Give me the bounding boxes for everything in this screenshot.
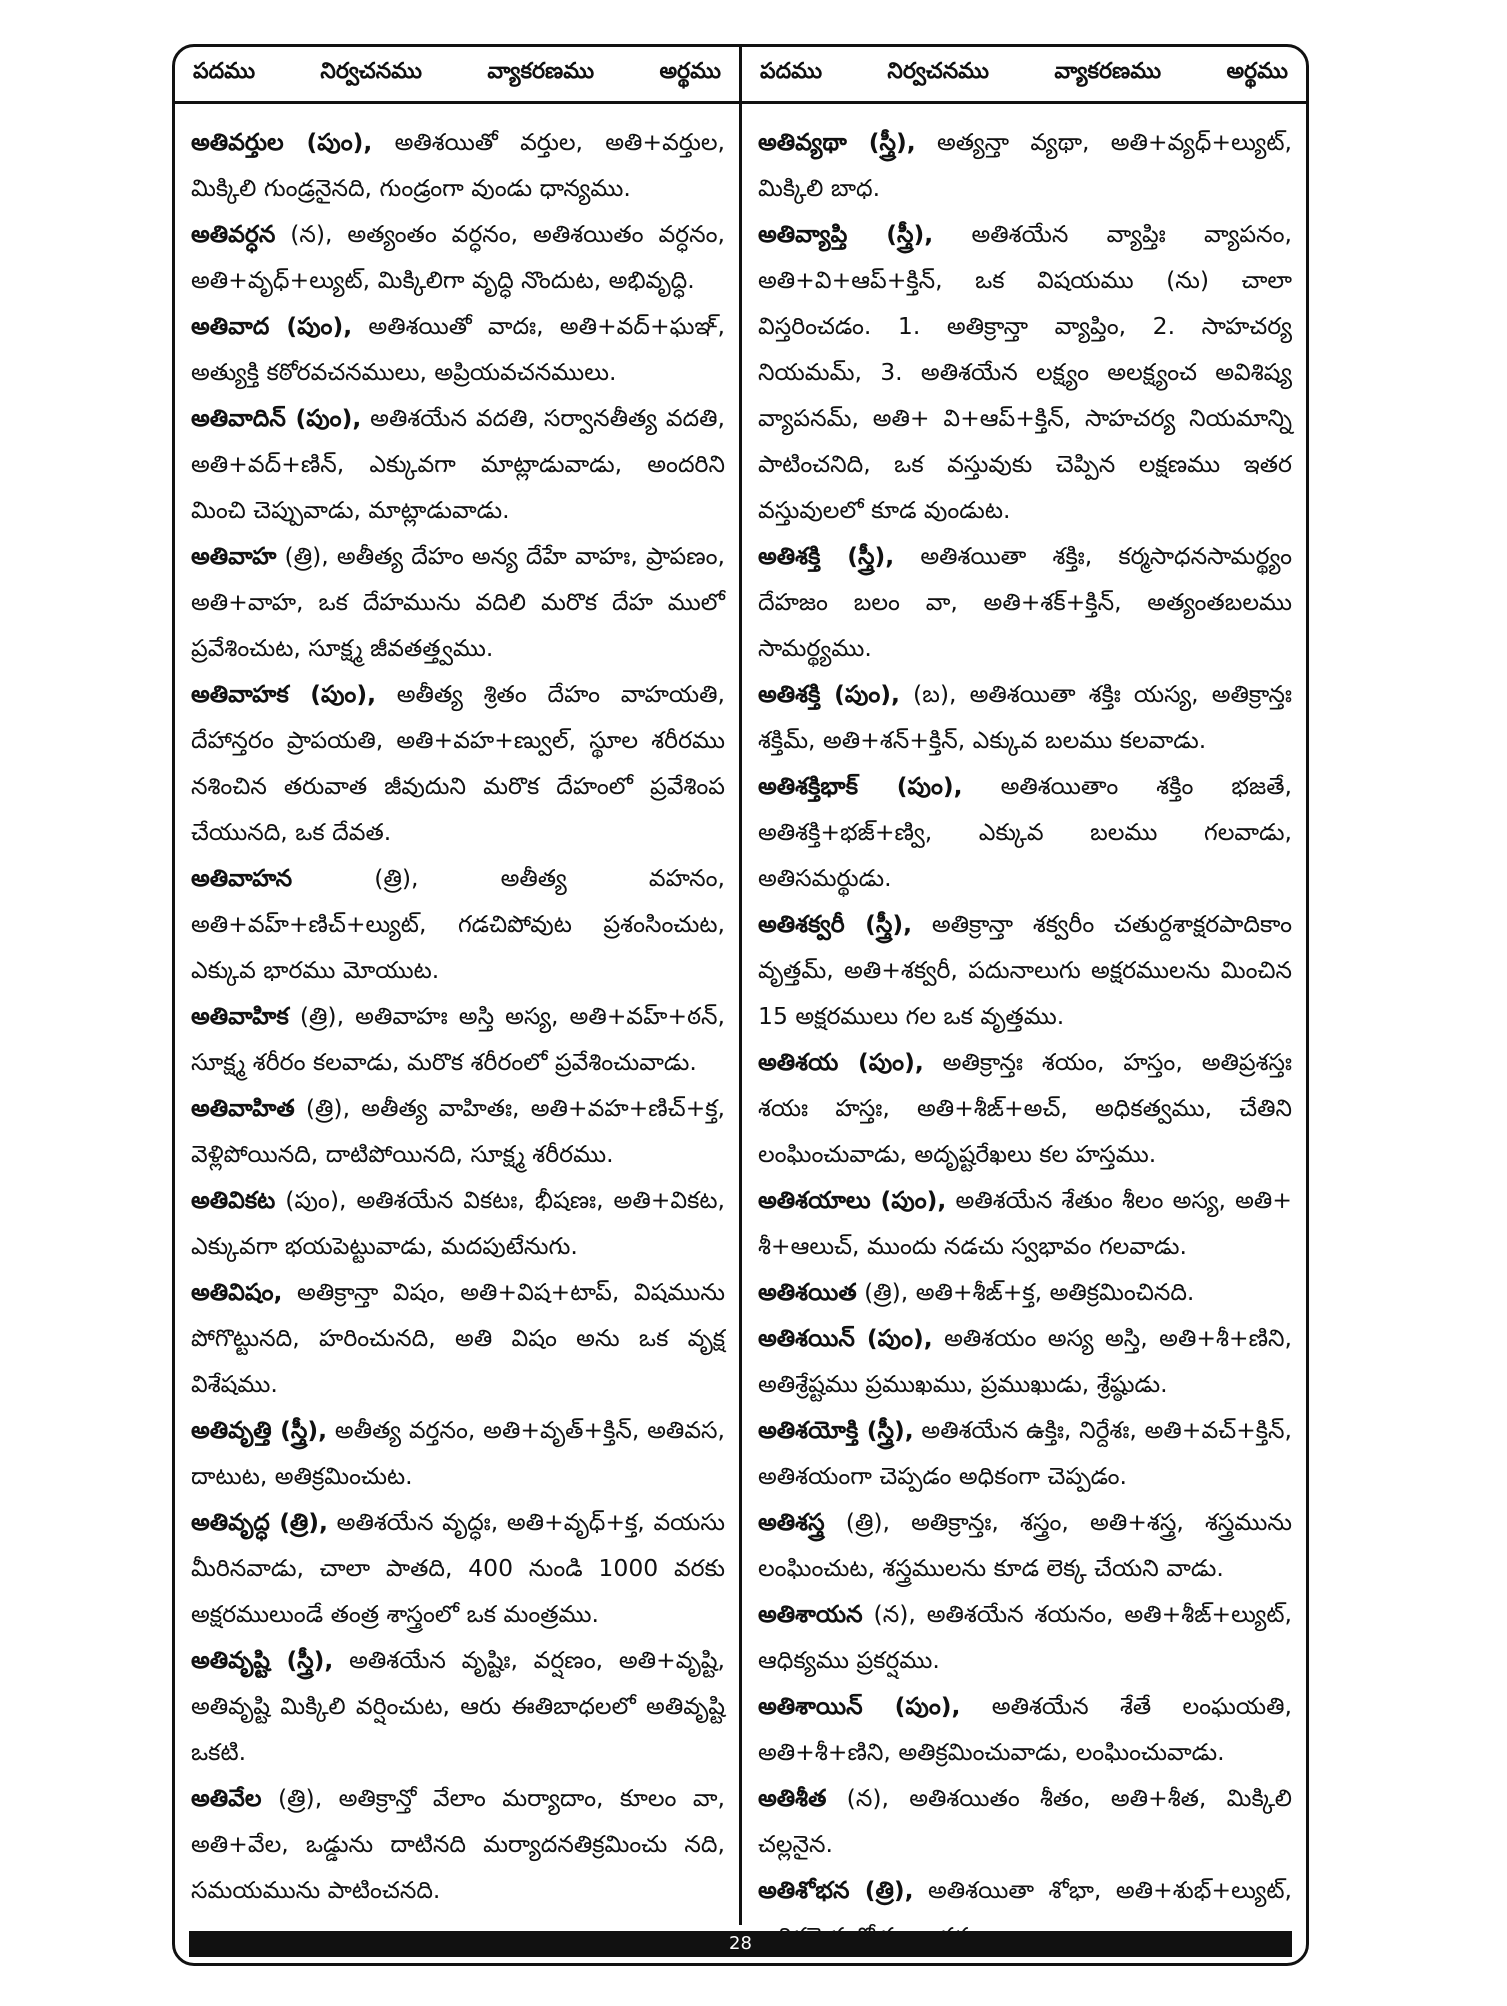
page-frame xyxy=(172,44,1309,1966)
entry-headword: అతివర్తుల (పుం), xyxy=(191,128,373,156)
entry-definition: అతీత్య శ్రితం దేహం వాహయతి, దేహాన్తరం ప్రాపయతి, అతి+వహ+ణ్వుల్, స్థూల శరీరము నశించిన తరువాత జీవుదుని మరొక దేహంలో ప్రవేశింప చేయునది, ఒక దేవత. xyxy=(191,680,725,846)
entry-headword: అతివాహిత xyxy=(191,1094,295,1122)
entry-definition: అతిశయితా శోభా, అతి+శుభ్+ల్యుట్, xyxy=(927,1876,1293,1904)
dictionary-entry xyxy=(758,1177,1292,1269)
entry-headword: అతిశోభన (త్రి), xyxy=(758,1876,914,1904)
dictionary-entry xyxy=(758,1683,1292,1775)
right-column xyxy=(739,101,1306,1925)
dictionary-entry xyxy=(758,671,1292,763)
dictionary-entry xyxy=(191,1085,725,1177)
entry-definition: అతిశయితాం శక్తిం భజతే, అతిశక్తి+భజ్+ణ్వి, ఎక్కువ బలము గలవాడు, అతిసమర్థుడు. xyxy=(758,772,1292,892)
entry-definition: (త్రి), అతిక్రాన్తః, శస్త్రం, అతి+శస్త్ర, శస్త్రమును లంఘించుట, శస్త్రములను కూడ లెక్క చేయని వాడు. xyxy=(758,1508,1292,1582)
entry-definition: (త్రి), అతీత్య వాహితః, అతి+వహ+ణిచ్+క్త, వెళ్లిపోయినది, దాటిపోయినది, సూక్ష్మ శరీరము. xyxy=(191,1094,725,1168)
entry-definition: అతిశయేన వ్యాప్తిః వ్యాపనం, అతి+వి+ఆప్+క్తిన్, ఒక విషయము (ను) చాలా విస్తరించడం. 1. అతిక్రాన్తా వ్యాప్తిం, 2. సాహచర్య నియమమ్, 3. అతిశయేన లక్ష్యం అలక్ష్యంచ అవిశిష్య వ్యాపనమ్, అతి+ వి+ఆప్+క్తిన్, సాహచర్య నియమాన్ని పాటించనిది, ఒక వస్తువుకు చెప్పిన లక్షణము ఇతర వస్తువులలో కూడ వుండుట. xyxy=(758,220,1292,524)
entry-definition: అతిశయితో వాదః, అతి+వద్+ఘఞ్, అత్యుక్తి కఠోరవచనములు, అప్రియవచనములు. xyxy=(191,312,725,386)
header-label-padamu: పదము xyxy=(760,59,823,84)
entry-definition: (బ), అతిశయితా శక్తిః యస్య, అతిక్రాన్తః శక్తిమ్, అతి+శన్+క్తిన్, ఎక్కువ బలము కలవాడు. xyxy=(758,680,1292,754)
dictionary-entry xyxy=(191,395,725,533)
dictionary-entry xyxy=(758,1407,1292,1499)
columns xyxy=(175,101,1306,1925)
entry-definition: అతిశయేన ఉక్తిః, నిర్దేశః, అతి+వచ్+క్తిన్, అతిశయంగా చెప్పడం అధికంగా చెప్పడం. xyxy=(758,1416,1292,1490)
entry-definition: (త్రి), అతిక్రాన్తో వేలాం మర్యాదాం, కూలం వా, అతి+వేల, ఒడ్డును దాటినది మర్యాదనతిక్రమించు నది, సమయమును పాటించనది. xyxy=(191,1784,725,1904)
entry-headword: అతివాహ xyxy=(191,542,277,570)
dictionary-entry xyxy=(758,119,1292,211)
dictionary-entry xyxy=(191,1637,725,1775)
dictionary-entry xyxy=(758,1591,1292,1683)
entry-headword: అతిశీత xyxy=(758,1784,827,1812)
header-label-padamu: పదము xyxy=(193,59,256,84)
entry-definition: (త్రి), అతివాహః అస్తి అస్య, అతి+వహ్+ఠన్, సూక్ష్మ శరీరం కలవాడు, మరొక శరీరంలో ప్రవేశించువాడు. xyxy=(191,1002,725,1076)
entry-definition: అతిశయేన వృద్ధః, అతి+వృధ్+క్త, వయసు మీరినవాడు, చాలా పాతది, 400 నుండి 1000 వరకు అక్షరములుండే తంత్ర శాస్త్రంలో ఒక మంత్రము. xyxy=(191,1508,725,1628)
entry-definition: అతిశయేన శేతుం శీలం అస్య, అతి+ శీ+ఆలుచ్, ముందు నడచు స్వభావం గలవాడు. xyxy=(758,1186,1292,1260)
entry-headword: అతిశయిన్ (పుం), xyxy=(758,1324,933,1352)
entry-headword: అతివిషం, xyxy=(191,1278,283,1306)
entry-headword: అతిశాయన xyxy=(758,1600,863,1628)
entry-headword: అతివృద్ధ (త్రి), xyxy=(191,1508,328,1536)
dictionary-entry xyxy=(758,1269,1292,1315)
entry-headword: అతిశయ (పుం), xyxy=(758,1048,924,1076)
header-label-vyakaranamu: వ్యాకరణము xyxy=(1054,59,1162,84)
entry-definition: అతిశయితా శక్తిః, కర్మసాధనసామర్థ్యం దేహజం బలం వా, అతి+శక్+క్తిన్, అత్యంతబలము సామర్థ్యము. xyxy=(758,542,1292,662)
header-row xyxy=(175,47,1306,104)
header-label-nirvachanamu: నిర్వచనము xyxy=(320,59,423,84)
entry-headword: అతివృత్తి (స్త్రీ), xyxy=(191,1416,328,1444)
entry-headword: అతివృష్టి (స్త్రీ), xyxy=(191,1646,334,1674)
header-label-vyakaranamu: వ్యాకరణము xyxy=(487,59,595,84)
left-column xyxy=(175,101,739,1925)
dictionary-entry xyxy=(191,855,725,993)
entry-headword: అతిశయిత xyxy=(758,1278,857,1306)
dictionary-entry xyxy=(758,901,1292,1039)
entry-headword: అతివేల xyxy=(191,1784,262,1812)
entry-definition: అత్యన్తా వ్యథా, అతి+వ్యధ్+ల్యుట్, మిక్కిలి బాధ. xyxy=(758,128,1292,202)
dictionary-entry xyxy=(758,1775,1292,1867)
entry-headword: అతివాహక (పుం), xyxy=(191,680,377,708)
entry-headword: అతిశయోక్తి (స్త్రీ), xyxy=(758,1416,914,1444)
entry-definition: అతిశయేన వృష్టిః, వర్షణం, అతి+వృష్టి, అతివృష్టి మిక్కిలి వర్షించుట, ఆరు ఈతిబాధలలో అతివృష్టి ఒకటి. xyxy=(191,1646,725,1766)
entry-definition: (న), అతిశయితం శీతం, అతి+శీత, మిక్కిలి చల్లనైన. xyxy=(758,1784,1292,1858)
entry-headword: అతివ్యాప్తి (స్త్రీ), xyxy=(758,220,934,248)
entry-headword: అతివాహన xyxy=(191,864,293,892)
entry-definition: అతిశయేన వదతి, సర్వానతీత్య వదతి, అతి+వద్+ణిన్, ఎక్కువగా మాట్లాడువాడు, అందరిని మించి చెప్పువాడు, మాట్లాడువాడు. xyxy=(191,404,725,524)
entry-definition: (పుం), అతిశయేన వికటః, భీషణః, అతి+వికట, ఎక్కువగా భయపెట్టువాడు, మదపుటేనుగు. xyxy=(191,1186,725,1260)
entry-definition: అతిశయం అస్య అస్తి, అతి+శీ+ణిని, అతిశ్రేష్టము ప్రముఖము, ప్రముఖుడు, శ్రేష్ఠుడు. xyxy=(758,1324,1293,1398)
dictionary-entry xyxy=(191,1269,725,1407)
entry-headword: అతివాహిక xyxy=(191,1002,289,1030)
entry-headword: అతిశక్తిభాక్ (పుం), xyxy=(758,772,963,800)
header-right xyxy=(739,47,1306,101)
entry-headword: అతిశాయిన్ (పుం), xyxy=(758,1692,961,1720)
dictionary-entry xyxy=(191,119,725,211)
entry-headword: అతివాద (పుం), xyxy=(191,312,353,340)
entry-definition: (త్రి), అతి+శీఙ్+క్త, అతిక్రమించినది. xyxy=(856,1278,1195,1306)
entry-headword: అతిశక్తి (స్త్రీ), xyxy=(758,542,895,570)
entry-headword: అతివికట xyxy=(191,1186,276,1214)
entry-headword: అతిశయాలు (పుం), xyxy=(758,1186,947,1214)
dictionary-entry xyxy=(758,211,1292,533)
header-left xyxy=(175,47,739,101)
header-label-arthamu: అర్థము xyxy=(659,59,721,84)
header-label-arthamu: అర్థము xyxy=(1226,59,1288,84)
dictionary-entry xyxy=(191,303,725,395)
dictionary-entry xyxy=(758,533,1292,671)
entry-definition: అతీత్య వర్తనం, అతి+వృత్+క్తిన్, అతివస, దాటుట, అతిక్రమించుట. xyxy=(191,1416,725,1490)
entry-definition: అతిక్రాన్తా శక్వరీం చతుర్దశాక్షరపాదికాం వృత్తమ్, అతి+శక్వరీ, పదునాలుగు అక్షరములను మించిన 15 అక్షరములు గల ఒక వృత్తము. xyxy=(758,910,1292,1030)
header-label-nirvachanamu: నిర్వచనము xyxy=(887,59,990,84)
dictionary-entry xyxy=(191,1177,725,1269)
entry-headword: అతిశక్వరీ (స్త్రీ), xyxy=(758,910,913,938)
entry-headword: అతివాదిన్ (పుం), xyxy=(191,404,362,432)
entry-definition: అతిశయేన శేతే లంఘయతి, అతి+శీ+ణిని, అతిక్రమించువాడు, లంఘించువాడు. xyxy=(758,1692,1292,1766)
entry-headword: అతివర్ధన xyxy=(191,220,276,248)
entry-definition: (త్రి), అతీత్య దేహం అన్య దేహే వాహః, ప్రాపణం, అతి+వాహ, ఒక దేహమును వదిలి మరొక దేహ ములో ప్రవేశించుట, సూక్ష్మ జీవతత్త్వము. xyxy=(191,542,725,662)
dictionary-entry xyxy=(191,1775,725,1913)
entry-definition: అతిక్రాన్తః శయం, హస్తం, అతిప్రశస్తః శయః హస్తః, అతి+శీఙ్+అచ్, అధికత్వము, చేతిని లంఘించువాడు, అదృష్టరేఖలు కల హస్తము. xyxy=(758,1048,1292,1168)
page-number: 28 xyxy=(729,1933,752,1954)
dictionary-entry xyxy=(191,211,725,303)
entry-definition: అతిశయితో వర్తుల, అతి+వర్తుల, మిక్కిలి గుండ్రనైనది, గుండ్రంగా వుండు ధాన్యము. xyxy=(191,128,725,202)
entry-headword: అతిశస్త్ర xyxy=(758,1508,825,1536)
entry-definition: (త్రి), అతీత్య వహనం, అతి+వహ్+ణిచ్+ల్యుట్, గడచిపోవుట ప్రశంసించుట, ఎక్కువ భారము మోయుట. xyxy=(191,864,725,984)
dictionary-entry xyxy=(191,671,725,855)
dictionary-entry xyxy=(758,1039,1292,1177)
entry-definition: అతిక్రాన్తా విషం, అతి+విష+టాప్, విషమును పోగొట్టునది, హరించునది, అతి విషం అను ఒక వృక్ష విశేషము. xyxy=(191,1278,725,1398)
footer-bar xyxy=(189,1931,1292,1957)
entry-definition: (న), అతిశయేన శయనం, అతి+శీఙ్+ల్యుట్, ఆధిక్యము ప్రకర్షము. xyxy=(758,1600,1292,1674)
dictionary-entry xyxy=(758,763,1292,901)
dictionary-entry xyxy=(191,1407,725,1499)
entry-headword: అతిశక్తి (పుం), xyxy=(758,680,900,708)
dictionary-entry xyxy=(191,993,725,1085)
entry-headword: అతివ్యథా (స్త్రీ), xyxy=(758,128,916,156)
dictionary-entry xyxy=(758,1315,1292,1407)
dictionary-entry xyxy=(191,533,725,671)
dictionary-entry xyxy=(191,1499,725,1637)
dictionary-entry xyxy=(758,1499,1292,1591)
entry-definition: (న), అత్యంతం వర్ధనం, అతిశయితం వర్ధనం, అతి+వృధ్+ల్యుట్, మిక్కిలిగా వృద్ధి నొందుట, అభివృద్ధి. xyxy=(191,220,725,294)
